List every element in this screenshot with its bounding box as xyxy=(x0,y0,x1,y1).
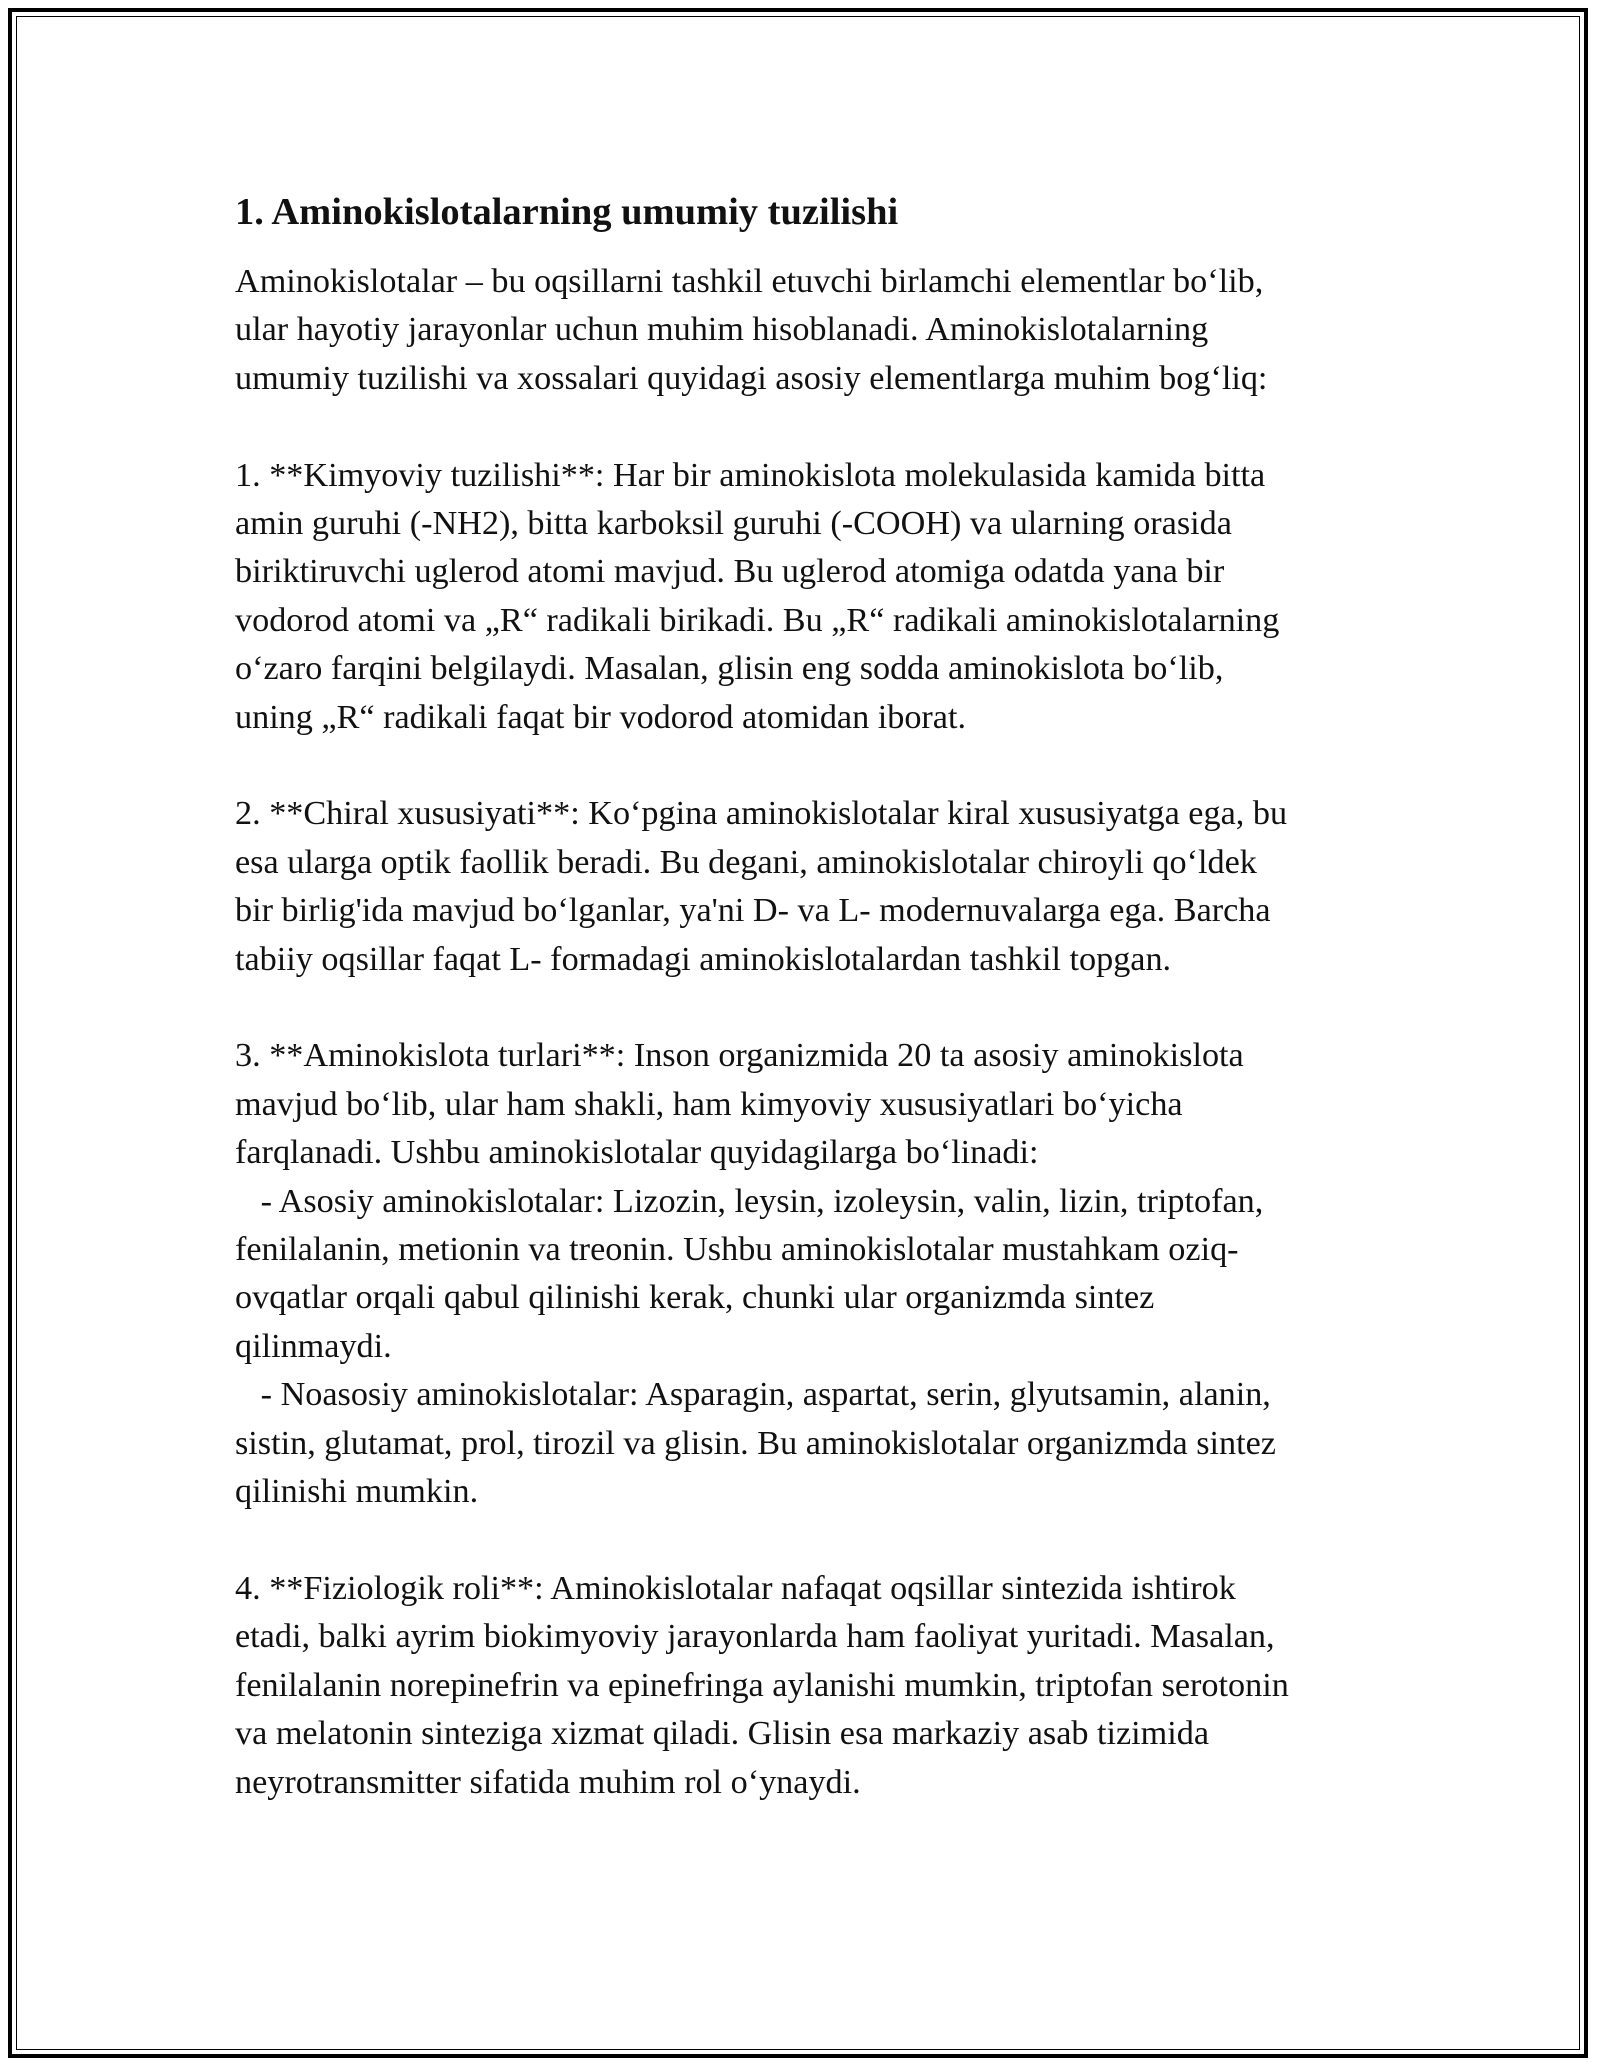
text-line: qilinmaydi. xyxy=(235,1327,392,1365)
physiological-role-paragraph xyxy=(235,1565,1375,1807)
text-line: - Noasosiy aminokislotalar: Asparagin, aspartat, serin, glyutsamin, alanin, xyxy=(235,1376,1271,1414)
text-line: amin guruhi (-NH2), bitta karboksil guruhi (-COOH) va ularning orasida xyxy=(235,505,1232,543)
text-line: farqlanadi. Ushbu aminokislotalar quyidagilarga bo‘linadi: xyxy=(235,1134,1039,1172)
section-title: 1. Aminokislotalarning umumiy tuzilishi xyxy=(235,191,899,233)
document-body xyxy=(235,188,1375,1855)
intro-paragraph xyxy=(235,258,1375,403)
text-line: etadi, balki ayrim biokimyoviy jarayonlarda ham faoliyat yuritadi. Masalan, xyxy=(235,1618,1275,1656)
text-line: bir birlig'ida mavjud bo‘lganlar, ya'ni D- va L- modernuvalarga ega. Barcha xyxy=(235,892,1271,930)
text-line: ovqatlar orqali qabul qilinishi kerak, chunki ular organizmda sintez xyxy=(235,1279,1155,1317)
text-line: neyrotransmitter sifatida muhim rol o‘ynaydi. xyxy=(235,1763,861,1801)
text-line: fenilalanin, metionin va treonin. Ushbu aminokislotalar mustahkam oziq- xyxy=(235,1231,1239,1269)
text-line: o‘zaro farqini belgilaydi. Masalan, glisin eng sodda aminokislota bo‘lib, xyxy=(235,650,1224,688)
text-line: umumiy tuzilishi va xossalari quyidagi asosiy elementlarga muhim bog‘liq: xyxy=(235,359,1268,397)
text-line: mavjud bo‘lib, ular ham shakli, ham kimyoviy xususiyatlari bo‘yicha xyxy=(235,1085,1183,1123)
text-line: vodorod atomi va „R“ radikali birikadi. Bu „R“ radikali aminokislotalarning xyxy=(235,601,1280,639)
text-line: - Asosiy aminokislotalar: Lizozin, leysin, izoleysin, valin, lizin, triptofan, xyxy=(235,1182,1264,1220)
amino-acid-types-paragraph xyxy=(235,1032,1375,1516)
text-line: ular hayotiy jarayonlar uchun muhim hisoblanadi. Aminokislotalarning xyxy=(235,311,1209,349)
chirality-paragraph xyxy=(235,790,1375,984)
text-line: sistin, glutamat, prol, tirozil va glisin. Bu aminokislotalar organizmda sintez xyxy=(235,1424,1276,1462)
text-line: esa ularga optik faollik beradi. Bu degani, aminokislotalar chiroyli qo‘ldek xyxy=(235,843,1257,881)
text-line: uning „R“ radikali faqat bir vodorod atomidan iborat. xyxy=(235,698,967,736)
text-line: biriktiruvchi uglerod atomi mavjud. Bu uglerod atomiga odatda yana bir xyxy=(235,553,1225,591)
chemical-structure-paragraph xyxy=(235,452,1375,742)
text-line: va melatonin sinteziga xizmat qiladi. Glisin esa markaziy asab tizimida xyxy=(235,1715,1210,1753)
text-line: 2. **Chiral xususiyati**: Ko‘pgina aminokislotalar kiral xususiyatga ega, bu xyxy=(235,795,1288,833)
text-line: 1. **Kimyoviy tuzilishi**: Har bir aminokislota molekulasida kamida bitta xyxy=(235,456,1266,494)
text-line: Aminokislotalar – bu oqsillarni tashkil etuvchi birlamchi elementlar bo‘lib, xyxy=(235,263,1264,300)
text-line: fenilalanin norepinefrin va epinefringa aylanishi mumkin, triptofan serotonin xyxy=(235,1666,1289,1704)
text-line: 3. **Aminokislota turlari**: Inson organizmida 20 ta asosiy aminokislota xyxy=(235,1037,1244,1075)
text-line: qilinishi mumkin. xyxy=(235,1473,479,1511)
text-line: 4. **Fiziologik roli**: Aminokislotalar nafaqat oqsillar sintezida ishtirok xyxy=(235,1569,1236,1607)
text-line: tabiiy oqsillar faqat L- formadagi aminokislotalardan tashkil topgan. xyxy=(235,940,1172,978)
